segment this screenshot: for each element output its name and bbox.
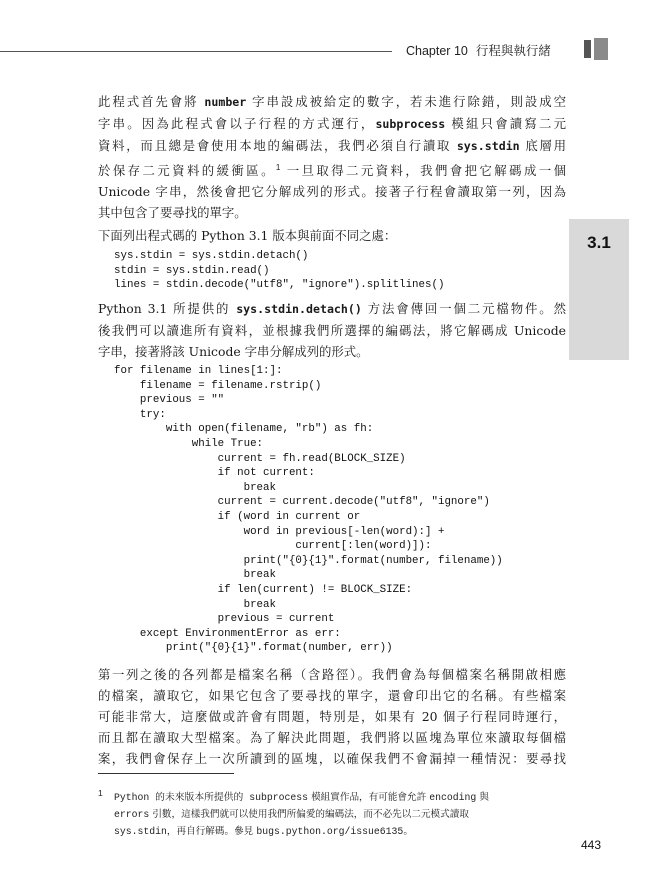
inline-code: sys.stdin — [456, 139, 520, 153]
header-marker-light — [594, 38, 608, 60]
footnote-rule — [98, 773, 234, 774]
header-rule — [0, 51, 392, 52]
code-block-file-loop: for filename in lines[1:]: filename = filename.rstrip() previous = "" try: with open(filename, "rb") as fh: while True: current = fh.read(BLOCK_SIZE) if not current: break current = current.decode("utf8", "ignore") if (word in current or word in previous[-len(word):] + current[:len(word)]): print("{0}{1}".format(number, filename)) break if len(current) != BLOCK_SIZE: break previous = current except EnvironmentError as err: print("{0}{1}".format(number, err)) — [114, 365, 503, 655]
footnote-ref[interactable]: 1 — [275, 163, 281, 172]
para1-line-1: 此程式首先會將 number 字串設成被給定的數字，若未進行除錯，則設成空 — [98, 94, 566, 109]
inline-code: encoding — [429, 792, 477, 803]
footnote-line-1: Python 的未來版本所提供的 subprocess 模組實作品，有可能會允許 encoding 與 — [114, 792, 489, 803]
running-header — [406, 41, 551, 59]
inline-code: errors — [114, 809, 150, 820]
para1-line-2: 字串。因為此程式會以子行程的方式運行，subprocess 模組只會讀寫二元 — [98, 116, 566, 131]
page-number: 443 — [581, 838, 602, 852]
inline-code: number — [204, 95, 247, 109]
footnote-number: 1 — [98, 788, 103, 798]
section-tab — [569, 219, 629, 360]
para3-line-2: 後我們可以讀進所有資料，並根據我們所選擇的編碼法，將它解碼成 Unicode — [98, 323, 566, 338]
para4-line-2: 的檔案，讀取它，如果它包含了要尋找的單字，還會印出它的名稱。有些檔案 — [98, 688, 566, 703]
paragraph-intro — [98, 91, 566, 223]
section-tab-label: 3.1 — [587, 233, 611, 252]
footnote-line-3: sys.stdin，再自行解碼。參見 bugs.python.org/issue6135。 — [114, 826, 413, 837]
code-block-detach: sys.stdin = sys.stdin.detach() stdin = sys.stdin.read() lines = stdin.decode("utf8", "ignore").splitlines() — [114, 250, 445, 292]
header-marker-dark — [584, 40, 591, 58]
para3-line-1: Python 3.1 所提供的 sys.stdin.detach() 方法會傳回一個二元檔物件。然 — [98, 301, 566, 316]
inline-code: subprocess — [249, 792, 309, 803]
paragraph-detach-explained — [98, 298, 566, 362]
para4-line-1: 第一列之後的各列都是檔案名稱（含路徑）。我們會為每個檔案名稱開啟相應 — [98, 667, 566, 682]
inline-code: subprocess — [375, 117, 446, 131]
para1-line-6: 其中包含了要尋找的單字。 — [98, 205, 247, 221]
para4-line-5: 案，我們會保存上一次所讀到的區塊，以確保我們不會漏掉一種情況：要尋找 — [98, 751, 566, 766]
para2-line: 下面列出程式碼的 Python 3.1 版本與前面不同之處： — [98, 228, 397, 243]
chapter-label: Chapter 10 — [406, 44, 468, 58]
inline-code: sys.stdin.detach() — [236, 302, 362, 316]
footnote-line-2: errors 引數，這樣我們就可以使用我們所偏愛的編碼法，而不必先以二元模式讀取 — [114, 809, 469, 820]
para1-line-3: 資料，而且總是會使用本地的編碼法，我們必須自行讀取 sys.stdin 底層用 — [98, 138, 566, 153]
para3-line-3: 字串，接著將該 Unicode 字串分解成列的形式。 — [98, 344, 369, 359]
footnote-link[interactable]: bugs.python.org/issue6135 — [256, 826, 404, 837]
chapter-title: 行程與執行緒 — [475, 43, 551, 58]
inline-code: sys.stdin — [114, 826, 167, 837]
para1-line-4: 於保存二元資料的緩衝區。$^1$ 一旦取得二元資料，我們會把它解碼成一個 — [98, 163, 566, 179]
para1-line-5: Unicode 字串，然後會把它分解成列的形式。接著子行程會讀取第一列，因為 — [98, 184, 566, 200]
para4-line-4: 而且都在讀取大型檔案。為了解決此問題，我們將以區塊為單位來讀取每個檔 — [98, 730, 566, 745]
para4-line-3: 可能非常大，這麼做或許會有問題，特別是，如果有 20 個子行程同時運行， — [98, 709, 566, 724]
paragraph-file-reading — [98, 664, 566, 769]
footnote — [98, 789, 568, 840]
paragraph-version-diff — [98, 225, 566, 246]
